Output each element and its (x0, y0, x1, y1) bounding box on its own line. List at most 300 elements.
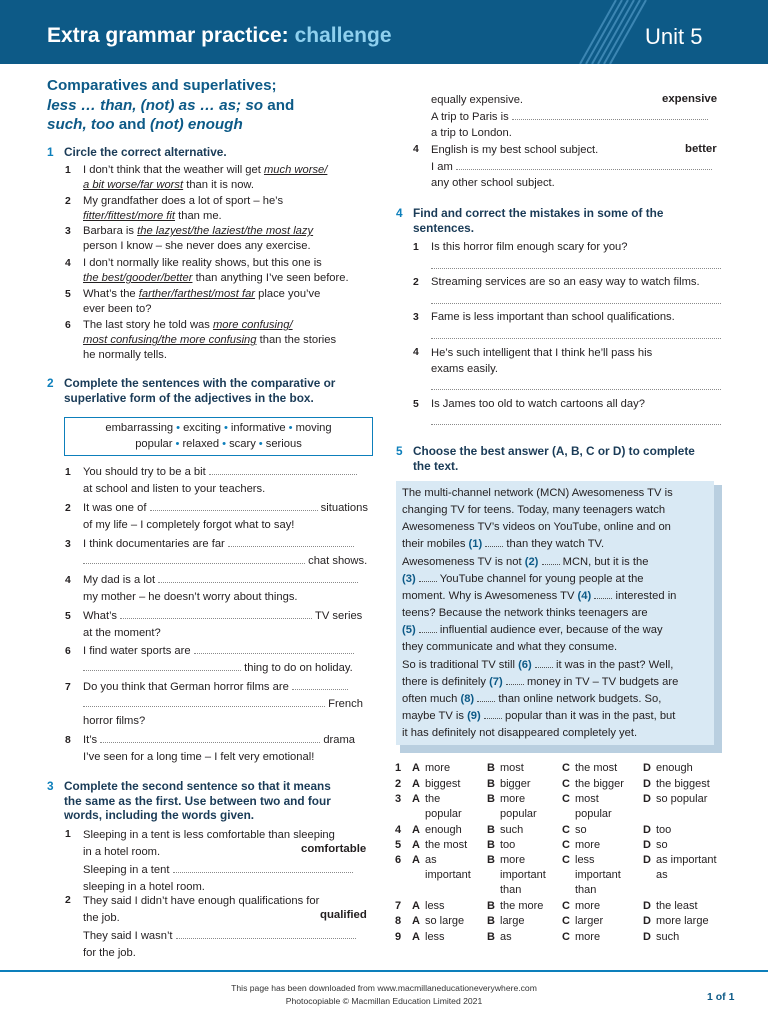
text-fragment: Awesomeness TV is not (402, 556, 525, 568)
item-text: sleeping in a hotel room. (83, 880, 205, 893)
option-c[interactable]: C most popular (562, 793, 612, 820)
option-b[interactable]: B too (487, 839, 516, 851)
option-c[interactable]: C larger (562, 915, 604, 927)
option-d[interactable]: D too (643, 824, 672, 836)
exercise-2-item (65, 608, 373, 642)
answer-blank[interactable] (83, 697, 325, 707)
page-title (47, 24, 392, 48)
option-line: than (500, 884, 522, 896)
item-number: 3 (413, 312, 419, 323)
word-box-row (65, 437, 372, 453)
text-line: teens? Because the network thinks teenagers are (402, 607, 648, 619)
item-text: than the stories (256, 334, 337, 347)
answer-line[interactable] (431, 268, 721, 269)
option-c[interactable]: C more (562, 839, 601, 851)
item-text: Sleeping in a tent is less comfortable than sleeping (83, 829, 335, 841)
item-text: at school and listen to your teachers. (83, 483, 266, 495)
exercise-number: 5 (396, 444, 403, 458)
option-line: most (575, 793, 599, 805)
option-d[interactable]: D enough (643, 762, 693, 774)
text-line (402, 622, 708, 639)
alternative-option[interactable]: most confusing/the more confusing (83, 334, 257, 347)
option-text: more (575, 900, 601, 912)
option-line: as (656, 869, 668, 881)
item-text: he normally tells. (83, 349, 167, 362)
word-option: moving (295, 422, 332, 434)
instruction-text: superlative form of the adjectives in the box. (64, 390, 314, 405)
bullet-icon: • (258, 437, 263, 450)
option-a[interactable]: A enough (412, 824, 462, 836)
option-d[interactable]: D the least (643, 900, 698, 912)
answer-blank[interactable] (228, 537, 354, 547)
option-line: as important (656, 854, 717, 866)
item-text: equally expensive. (431, 94, 524, 106)
option-b[interactable]: B bigger (487, 778, 531, 790)
exercise-3-item (65, 893, 373, 961)
option-text: so popular (656, 793, 708, 805)
item-text: Sleeping in a tent (83, 864, 170, 876)
gap-number: (8) (460, 693, 475, 705)
text-line: Awesomeness TV’s videos on YouTube, online and on (402, 521, 671, 533)
text-paragraph (396, 656, 714, 742)
answer-blank[interactable] (209, 465, 357, 475)
item-text: person I know – she never does any exercise. (83, 240, 311, 253)
word-option: serious (265, 437, 302, 450)
text-fragment: it was in the past? Well, (552, 659, 674, 671)
gap-number: (5) (402, 624, 416, 636)
option-line: popular (575, 808, 612, 820)
gap-blank[interactable] (594, 591, 612, 599)
option-d[interactable]: D so (643, 839, 668, 851)
word-option: popular (135, 437, 173, 450)
heading-line (47, 96, 377, 116)
exercise-2-item (65, 679, 373, 730)
reading-text-box (396, 481, 714, 745)
answer-blank[interactable] (150, 501, 318, 511)
item-number: 5 (413, 399, 419, 410)
item-text: a trip to London. (431, 127, 512, 139)
text-fragment: influential audience ever, because of the way (436, 624, 663, 636)
option-line: more (500, 854, 526, 866)
exercise-2-instruction (47, 376, 384, 405)
gap-blank[interactable] (484, 711, 502, 719)
text-fragment: there is definitely (402, 676, 490, 688)
alternative-option[interactable]: farther/farthest/most far (138, 288, 256, 300)
option-b[interactable]: B more popular (487, 793, 537, 820)
option-b[interactable]: B large (487, 915, 525, 927)
exercise-1-item (65, 194, 383, 224)
option-line: popular (500, 808, 537, 820)
text-fragment: often much (402, 693, 461, 705)
text-fragment: than they watch TV. (503, 538, 605, 550)
key-word: better (685, 143, 717, 155)
answer-line[interactable] (431, 303, 721, 304)
option-text: more large (656, 915, 709, 927)
option-line: the (425, 793, 441, 805)
gap-blank[interactable] (485, 539, 503, 547)
exercise-2-item (65, 536, 373, 570)
alternative-option[interactable]: the lazyest/the laziest/the most lazy (137, 225, 314, 237)
exercise-1-item (65, 224, 383, 254)
item-text: for the job. (83, 946, 136, 959)
download-note: This page has been downloaded from www.macmillaneducationeverywhere.com (231, 983, 537, 993)
option-text: more (425, 762, 451, 774)
option-line: important (425, 869, 471, 881)
text-line: they communicate and what they consume. (402, 641, 618, 653)
option-text: the most (575, 762, 618, 774)
option-line: important (500, 869, 546, 881)
option-text: bigger (500, 778, 531, 790)
instruction-text: Find and correct the mistakes in some of the (413, 206, 664, 220)
option-line: as (425, 854, 437, 866)
option-text: more (575, 931, 601, 943)
option-text: the bigger (575, 778, 624, 790)
option-b[interactable]: B as (487, 931, 512, 943)
option-d[interactable]: D such (643, 931, 680, 943)
item-text: than anything I’ve seen before. (192, 272, 349, 285)
text-paragraph (396, 553, 714, 656)
bullet-icon: • (288, 422, 293, 434)
word-box (64, 417, 373, 456)
item-text: Do you think that German horror films are (83, 681, 289, 693)
option-line: than (575, 884, 597, 896)
option-a[interactable]: A less (412, 900, 445, 912)
item-text: It’s (83, 734, 98, 746)
key-word: comfortable (301, 843, 367, 855)
text-line (402, 571, 708, 588)
item-text: My grandfather does a lot of sport – he’s (83, 195, 284, 207)
option-c[interactable]: C less important than (562, 854, 621, 896)
item-text: the job. (83, 911, 120, 924)
row-number: 4 (395, 824, 402, 836)
item-number: 1 (65, 467, 71, 478)
option-text (425, 792, 462, 822)
instruction-text: Circle the correct alternative. (64, 145, 227, 159)
instruction-text: sentences. (413, 220, 474, 235)
item-text: at the moment? (83, 627, 161, 639)
answer-blank[interactable] (456, 160, 712, 170)
item-number: 2 (65, 895, 71, 906)
bullet-icon: • (175, 437, 180, 450)
text-fragment: moment. Why is Awesomeness TV (402, 590, 578, 602)
option-c[interactable]: C more (562, 931, 601, 943)
instruction-text: Complete the sentences with the comparative or (64, 376, 336, 390)
option-b[interactable]: B most (487, 762, 524, 774)
option-text: less (425, 931, 445, 943)
item-text: than it is now. (183, 179, 255, 192)
answer-blank[interactable] (512, 110, 708, 120)
stripe-decoration (560, 0, 650, 64)
item-number: 4 (65, 258, 71, 269)
footer (0, 982, 768, 1008)
option-text (575, 853, 621, 898)
gap-number: (4) (577, 590, 592, 602)
answer-blank[interactable] (292, 680, 348, 690)
option-text: such (500, 824, 524, 836)
gap-number: (6) (518, 659, 532, 671)
item-text: place you’ve (255, 288, 321, 300)
option-d[interactable]: D as important as (643, 854, 717, 881)
item-text: English is my best school subject. (431, 144, 599, 156)
item-text: Barbara is (83, 225, 138, 237)
option-a[interactable]: A less (412, 931, 445, 943)
answer-blank[interactable] (173, 863, 353, 873)
text-paragraph (396, 481, 714, 553)
row-number: 6 (395, 854, 402, 866)
heading-italic: (not) enough (149, 116, 243, 133)
option-text: as (500, 931, 512, 943)
option-text: large (500, 915, 525, 927)
gap-blank[interactable] (506, 677, 524, 685)
option-text (500, 853, 546, 898)
item-number: 4 (413, 347, 419, 358)
exercise-2-item (65, 572, 373, 606)
item-text: He’s such intelligent that I think he’ll pass his (431, 347, 653, 359)
item-text: of my life – I completely forgot what to say! (83, 519, 295, 531)
answer-line[interactable] (431, 389, 721, 390)
exercise-2-item (65, 500, 373, 534)
section-heading (47, 76, 377, 135)
exercise-1-item (65, 287, 383, 317)
option-text: the biggest (656, 778, 710, 790)
item-text: chat shows. (308, 555, 368, 567)
key-word: qualified (320, 909, 367, 921)
option-a[interactable]: A as important (412, 854, 471, 881)
item-text: situations (320, 502, 368, 514)
title-accent: challenge (294, 24, 392, 47)
option-text: so (575, 824, 587, 836)
word-option: informative (230, 422, 286, 434)
option-c[interactable]: C so (562, 824, 587, 836)
heading-plain: and (263, 96, 295, 114)
exercise-3-instruction (47, 779, 384, 823)
item-text: It was one of (83, 502, 147, 514)
option-b[interactable]: B the more (487, 900, 544, 912)
option-text (425, 853, 471, 883)
text-line (402, 588, 708, 605)
item-number: 8 (65, 735, 71, 746)
item-text: Streaming services are so an easy way to watch films. (431, 276, 700, 288)
instruction-text: words, including the words given. (64, 808, 255, 822)
item-number: 1 (65, 829, 71, 840)
text-fragment: than online network budgets. So, (495, 693, 662, 705)
item-text: What’s (83, 610, 117, 622)
answer-blank[interactable] (194, 644, 354, 654)
heading-line: Comparatives and superlatives; (47, 77, 277, 94)
item-text: You should try to be a bit (83, 466, 206, 478)
item-number: 1 (413, 242, 419, 253)
option-text: most (500, 762, 524, 774)
exercise-number: 2 (47, 376, 54, 390)
item-number: 6 (65, 646, 71, 657)
exercise-4-item (413, 240, 721, 255)
item-text: The last story he told was (83, 319, 213, 331)
item-text: exams easily. (431, 363, 498, 375)
text-fragment: maybe TV is (402, 710, 468, 722)
exercise-4-instruction (396, 206, 733, 235)
word-box-row (65, 421, 372, 437)
text-line (402, 691, 708, 708)
answer-blank[interactable] (120, 609, 312, 619)
row-number: 7 (395, 900, 402, 912)
text-line: it has definitely not disappeared completely yet. (402, 727, 638, 739)
gap-blank[interactable] (419, 625, 437, 633)
option-text: biggest (425, 778, 461, 790)
option-line: popular (425, 808, 462, 820)
exercise-1-item (65, 163, 383, 193)
item-text: Fame is less important than school qualifications. (431, 311, 675, 323)
word-option: scary (229, 437, 256, 450)
exercise-1-instruction (47, 145, 384, 160)
gap-blank[interactable] (535, 660, 553, 668)
option-text: more (575, 839, 601, 851)
item-number: 2 (65, 196, 71, 207)
option-text: so large (425, 915, 465, 927)
answer-line[interactable] (431, 338, 721, 339)
option-d[interactable]: D the biggest (643, 778, 710, 790)
item-text: in a hotel room. (83, 845, 161, 858)
exercise-number: 4 (396, 206, 403, 220)
answer-blank[interactable] (83, 554, 305, 564)
answer-line[interactable] (431, 424, 721, 425)
heading-italic: such, too (47, 116, 115, 133)
text-line: The multi-channel network (MCN) Awesomeness TV is (402, 487, 673, 499)
word-option: embarrassing (105, 422, 174, 434)
alternative-option[interactable]: fitter/fittest/more fit (83, 210, 176, 223)
heading-italic: less … than, (not) as … as; so (47, 96, 264, 114)
answer-blank[interactable] (83, 661, 241, 671)
option-text: larger (575, 915, 604, 927)
gap-blank[interactable] (477, 694, 495, 702)
item-text: My dad is a lot (83, 574, 156, 586)
option-text: so (656, 839, 668, 851)
footer-divider (0, 970, 768, 972)
option-line: less (575, 854, 595, 866)
option-c[interactable]: C more (562, 900, 601, 912)
exercise-4-item (413, 397, 721, 412)
option-c[interactable]: C the most (562, 762, 618, 774)
option-d[interactable]: D more large (643, 915, 709, 927)
option-text: such (656, 931, 680, 943)
bullet-icon: • (176, 422, 181, 434)
gap-number: (7) (489, 676, 503, 688)
exercise-3-item (65, 827, 373, 895)
text-fragment: interested in (612, 590, 677, 602)
item-text: French (328, 698, 363, 710)
item-number: 7 (65, 682, 71, 693)
gap-number: (1) (468, 538, 483, 550)
exercise-2-item (65, 732, 373, 766)
gap-blank[interactable] (542, 557, 560, 565)
item-number: 3 (65, 539, 71, 550)
header-banner (0, 0, 768, 64)
copyright-note: Photocopiable © Macmillan Education Limited 2021 (285, 996, 483, 1006)
option-text: the most (425, 839, 468, 851)
item-text: They said I didn’t have enough qualifications for (83, 895, 320, 907)
option-text: the more (500, 900, 544, 912)
text-fragment: YouTube channel for young people at the (436, 573, 644, 585)
row-number: 2 (395, 778, 402, 790)
alternative-option[interactable]: the best/gooder/better (83, 272, 193, 285)
option-text (575, 792, 612, 822)
option-text: less (425, 900, 445, 912)
word-option: exciting (183, 422, 221, 434)
item-text: What’s the (83, 288, 139, 300)
unit-label: Unit 5 (645, 24, 703, 49)
text-line (402, 536, 708, 553)
item-text: I find water sports are (83, 645, 191, 657)
item-text: I think documentaries are far (83, 538, 225, 550)
text-line (402, 554, 708, 571)
row-number: 1 (395, 762, 402, 774)
item-text: ever been to? (83, 303, 152, 316)
item-text: thing to do on holiday. (244, 662, 353, 674)
text-fragment: So is traditional TV still (402, 659, 519, 671)
word-option: relaxed (182, 437, 220, 450)
item-number: 4 (413, 144, 419, 155)
option-d[interactable]: D so popular (643, 793, 708, 805)
gap-blank[interactable] (419, 574, 437, 582)
item-number: 2 (65, 503, 71, 514)
alternative-option[interactable]: much worse/ (263, 164, 328, 176)
exercise-4-item (413, 275, 731, 290)
option-line: more (500, 793, 526, 805)
text-line (402, 657, 708, 674)
option-text: the least (656, 900, 698, 912)
item-number: 2 (413, 277, 419, 288)
option-b[interactable]: B such (487, 824, 524, 836)
alternative-option[interactable]: a bit worse/far worst (83, 179, 184, 192)
option-c[interactable]: C the bigger (562, 778, 624, 790)
bullet-icon: • (224, 422, 228, 434)
exercise-number: 1 (47, 145, 54, 159)
option-text: too (500, 839, 516, 851)
option-b[interactable]: B more important than (487, 854, 546, 896)
item-text: I don’t normally like reality shows, but this one is (83, 257, 322, 269)
row-number: 9 (395, 931, 402, 943)
option-a[interactable]: A the most (412, 839, 468, 851)
item-text: They said I wasn’t (83, 930, 173, 942)
option-a[interactable]: A biggest (412, 778, 461, 790)
row-number: 3 (395, 793, 402, 805)
item-text: Is James too old to watch cartoons all day? (431, 398, 645, 410)
answer-blank[interactable] (176, 929, 356, 939)
option-a[interactable]: A more (412, 762, 451, 774)
exercise-5-instruction (396, 444, 753, 473)
instruction-text: the text. (413, 458, 459, 473)
item-text: drama (323, 734, 356, 746)
instruction-text: Choose the best answer (A, B, C or D) to complete (413, 444, 695, 458)
gap-number: (2) (524, 556, 539, 568)
item-number: 5 (65, 611, 71, 622)
item-number: 1 (65, 165, 71, 176)
exercise-2-item (65, 643, 373, 677)
heading-line (47, 115, 377, 135)
option-text (500, 792, 537, 822)
exercise-4-item (413, 345, 721, 377)
exercise-number: 3 (47, 779, 54, 793)
item-text: horror films? (83, 715, 146, 727)
item-text: TV series (315, 610, 363, 622)
item-text: I am (431, 160, 453, 173)
alternative-option[interactable]: more confusing/ (212, 319, 293, 331)
option-a[interactable]: A so large (412, 915, 465, 927)
key-word: expensive (662, 93, 718, 105)
item-text: I’ve seen for a long time – I felt very emotional! (83, 751, 315, 763)
answer-blank[interactable] (158, 573, 358, 583)
option-a[interactable]: A the popular (412, 793, 462, 820)
answer-blank[interactable] (100, 733, 320, 743)
